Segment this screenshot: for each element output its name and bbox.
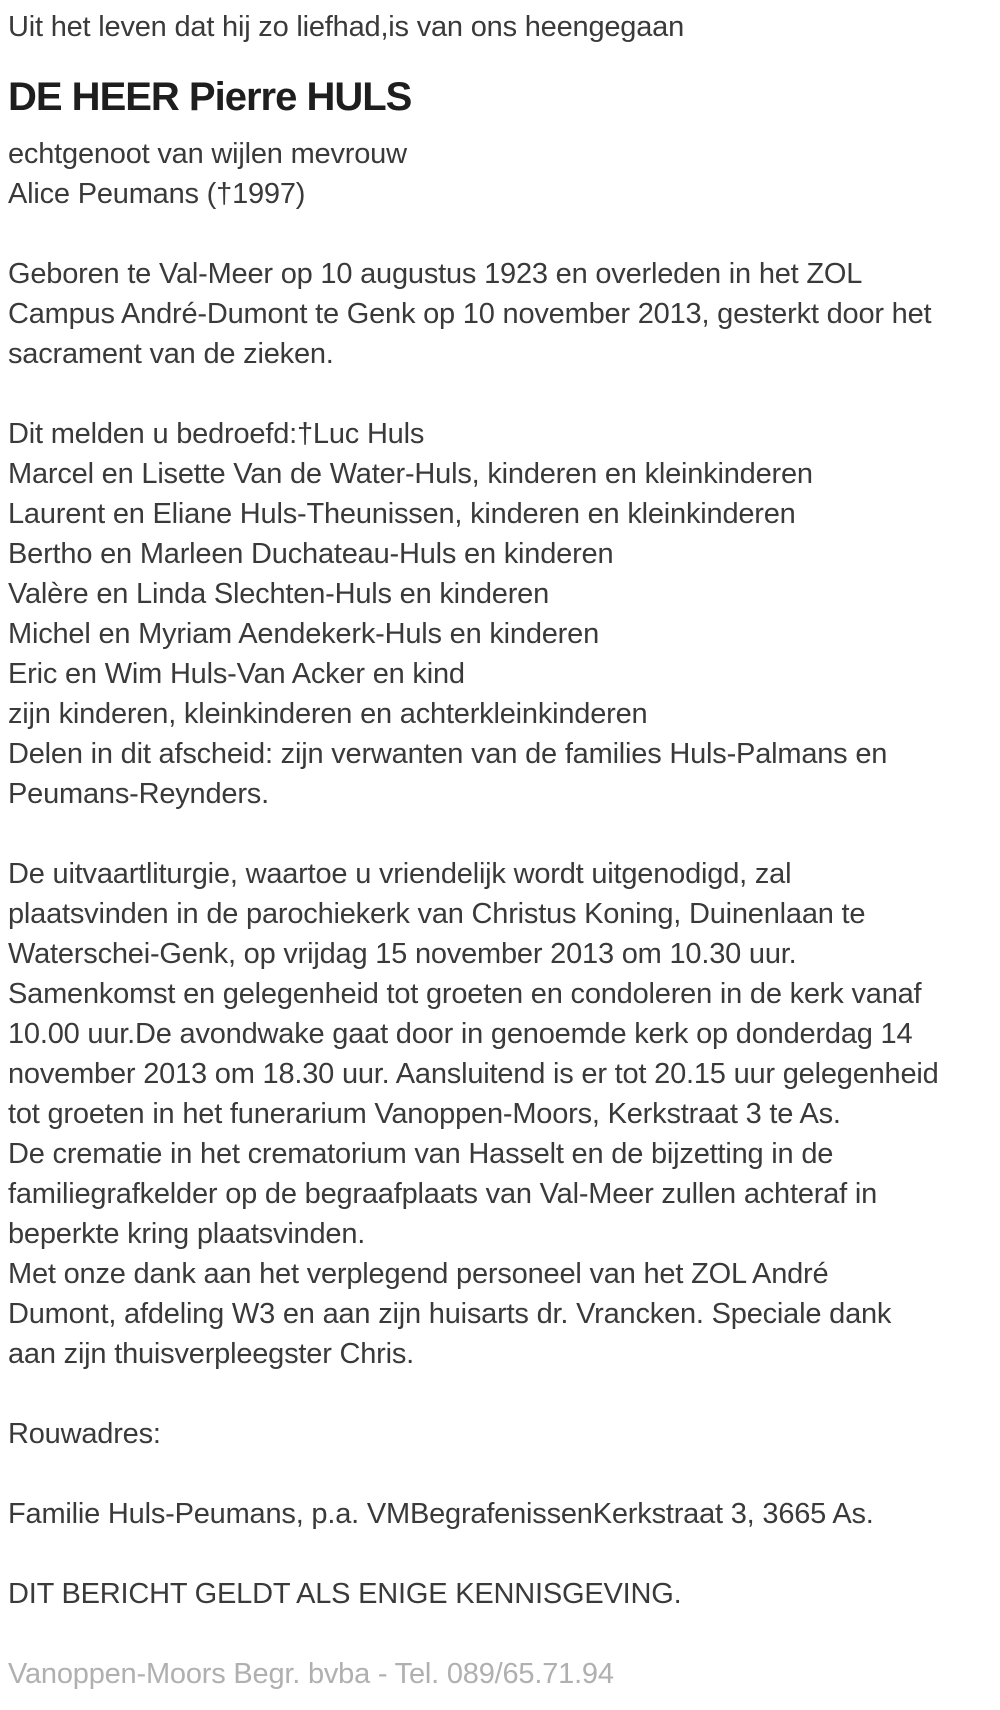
spacer (8, 1534, 1000, 1574)
service-line: De uitvaartliturgie, waartoe u vriendelijk wordt uitgenodigd, zal (8, 858, 792, 890)
mourner-line: Bertho en Marleen Duchateau-Huls en kinderen (8, 538, 614, 570)
service-line: plaatsvinden in de parochiekerk van Christus Koning, Duinenlaan te (8, 898, 866, 930)
spacer (8, 1454, 1000, 1494)
birth-death-line: sacrament van de zieken. (8, 338, 334, 370)
mourner-line: Michel en Myriam Aendekerk-Huls en kinderen (8, 618, 599, 650)
service-line: Dumont, afdeling W3 en aan zijn huisarts dr. Vrancken. Speciale dank (8, 1298, 892, 1330)
service-line: beperkte kring plaatsvinden. (8, 1218, 366, 1250)
service-line: Met onze dank aan het verplegend personeel van het ZOL André (8, 1258, 829, 1290)
spacer (8, 374, 1000, 414)
mourner-line: Peumans-Reynders. (8, 778, 269, 810)
service-line: familiegrafkelder op de begraafplaats van Val-Meer zullen achteraf in (8, 1178, 878, 1210)
service-line: november 2013 om 18.30 uur. Aansluitend is er tot 20.15 uur gelegenheid (8, 1058, 939, 1090)
spacer (8, 814, 1000, 854)
service-line: 10.00 uur.De avondwake gaat door in genoemde kerk op donderdag 14 (8, 1018, 913, 1050)
rouwadres-label: Rouwadres: (8, 1418, 161, 1450)
service-line: Waterschei-Genk, op vrijdag 15 november 2013 om 10.30 uur. (8, 938, 797, 970)
service-line: tot groeten in het funerarium Vanoppen-Moors, Kerkstraat 3 te As. (8, 1098, 841, 1130)
mourner-line: Delen in dit afscheid: zijn verwanten van de families Huls-Palmans en (8, 738, 888, 770)
mourner-line: Dit melden u bedroefd:†Luc Huls (8, 418, 425, 450)
mourner-line: Valère en Linda Slechten-Huls en kinderen (8, 578, 550, 610)
mourner-line: Laurent en Eliane Huls-Theunissen, kinderen en kleinkinderen (8, 498, 796, 530)
birth-death-line: Campus André-Dumont te Genk op 10 november 2013, gesterkt door het (8, 298, 932, 330)
service-line: De crematie in het crematorium van Hasselt en de bijzetting in de (8, 1138, 834, 1170)
mourner-line: zijn kinderen, kleinkinderen en achterkleinkinderen (8, 698, 648, 730)
spouse-name-line: Alice Peumans (†1997) (8, 178, 306, 210)
notice-line: DIT BERICHT GELDT ALS ENIGE KENNISGEVING. (8, 1578, 682, 1610)
rouwadres-value: Familie Huls-Peumans, p.a. VMBegrafenissenKerkstraat 3, 3665 As. (8, 1498, 874, 1530)
birth-death-line: Geboren te Val-Meer op 10 augustus 1923 en overleden in het ZOL (8, 258, 863, 290)
service-line: Samenkomst en gelegenheid tot groeten en condoleren in de kerk vanaf (8, 978, 922, 1010)
spacer (8, 214, 1000, 254)
mourner-line: Eric en Wim Huls-Van Acker en kind (8, 658, 465, 690)
deceased-name-title: DE HEER Pierre HULS (8, 75, 412, 119)
intro-line: Uit het leven dat hij zo liefhad,is van ons heengegaan (8, 11, 685, 43)
mourner-line: Marcel en Lisette Van de Water-Huls, kinderen en kleinkinderen (8, 458, 813, 490)
spacer (8, 1374, 1000, 1414)
spacer (8, 1614, 1000, 1654)
spouse-intro-line: echtgenoot van wijlen mevrouw (8, 138, 407, 170)
service-line: aan zijn thuisverpleegster Chris. (8, 1338, 415, 1370)
funeral-home-footer: Vanoppen-Moors Begr. bvba - Tel. 089/65.71.94 (8, 1658, 614, 1690)
